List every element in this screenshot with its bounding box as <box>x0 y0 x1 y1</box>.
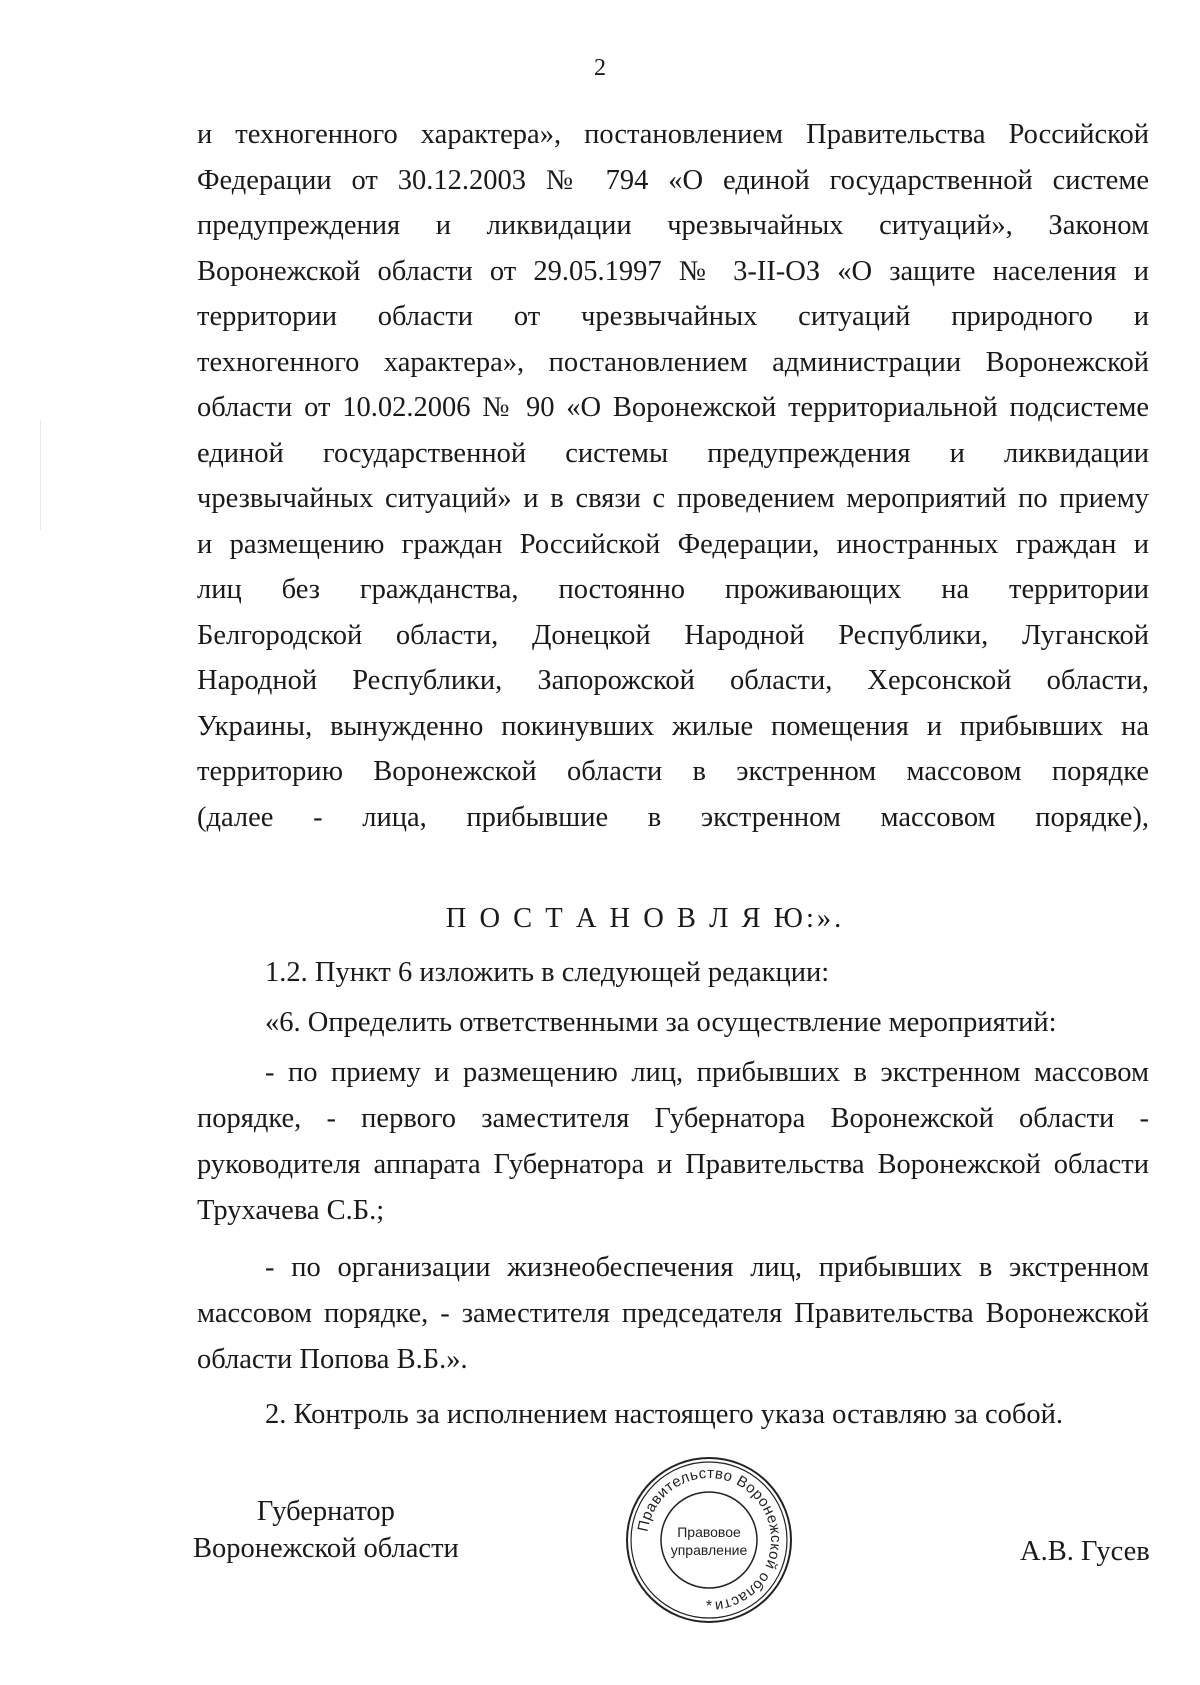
signatory-title <box>193 1493 459 1567</box>
svg-text:управление: управление <box>670 1542 748 1558</box>
text-line: - по приему и размещению лиц, прибывших в экстренном массовом <box>265 1057 1149 1088</box>
text-line: области от 10.02.2006 № 90 «О Воронежской территориальной подсистеме <box>197 392 1149 423</box>
official-seal <box>624 1455 794 1625</box>
svg-text:Правовое: Правовое <box>677 1524 741 1540</box>
decree-word: П О С Т А Н О В Л Я Ю:». <box>445 903 845 934</box>
item-1-2 <box>197 950 1149 996</box>
responsible-bullet-1 <box>197 1050 1149 1234</box>
text-line: Федерации от 30.12.2003 № 794 «О единой государственной системе <box>197 164 1149 196</box>
text-line: и техногенного характера», постановлением Правительства Российской <box>197 119 1149 150</box>
responsible-bullet-2 <box>197 1245 1149 1383</box>
text-line: Воронежской области от 29.05.1997 № 3-II-ОЗ «О защите населения и <box>197 255 1149 287</box>
item-2 <box>197 1392 1149 1438</box>
text-line: 1.2. Пункт 6 изложить в следующей редакции: <box>265 957 830 988</box>
text-line: территорию Воронежской области в экстренном массовом порядке <box>197 756 1149 787</box>
text-line: (далее - лица, прибывшие в экстренном массовом порядке), <box>197 801 1149 833</box>
text-line: порядке, - первого заместителя Губернатора Воронежской области - <box>197 1103 1149 1134</box>
page-number: 2 <box>594 55 606 81</box>
seal-stamp-icon <box>624 1455 794 1625</box>
text-line: - по организации жизнеобеспечения лиц, прибывших в экстренном <box>265 1252 1149 1283</box>
signatory-title-line: Воронежской области <box>193 1533 459 1564</box>
signatory-name: А.В. Гусев <box>1020 1536 1150 1567</box>
svg-text:Правительство Воронежской обла: Правительство Воронежской области <box>634 1464 785 1615</box>
text-line: массовом порядке, - заместителя председателя Правительства Воронежской <box>197 1298 1149 1329</box>
text-line: Трухачева С.Б.; <box>197 1195 385 1226</box>
text-line: Белгородской области, Донецкой Народной Республики, Луганской <box>197 619 1149 651</box>
preamble-paragraph <box>197 112 1149 840</box>
text-line: техногенного характера», постановлением администрации Воронежской <box>197 346 1149 378</box>
signatory-title-line: Губернатор <box>256 1496 395 1527</box>
scan-artifact <box>40 420 41 530</box>
text-line: чрезвычайных ситуаций» и в связи с проведением мероприятий по приему <box>197 483 1149 514</box>
text-line: Народной Республики, Запорожской области, Херсонской области, <box>197 665 1149 696</box>
text-line: «6. Определить ответственными за осуществление мероприятий: <box>265 1007 1057 1038</box>
text-line: и размещению граждан Российской Федерации, иностранных граждан и <box>197 528 1149 560</box>
text-line: Украины, вынужденно покинувших жилые помещения и прибывших на <box>197 710 1149 742</box>
svg-text:*: * <box>705 1598 713 1615</box>
text-line: территории области от чрезвычайных ситуаций природного и <box>197 301 1149 332</box>
text-line: единой государственной системы предупреждения и ликвидации <box>197 437 1149 469</box>
text-line: области Попова В.Б.». <box>197 1344 468 1375</box>
item-6 <box>197 1000 1149 1046</box>
text-line: предупреждения и ликвидации чрезвычайных ситуаций», Законом <box>197 210 1149 241</box>
text-line: лиц без гражданства, постоянно проживающих на территории <box>197 574 1149 605</box>
text-line: 2. Контроль за исполнением настоящего указа оставляю за собой. <box>265 1399 1064 1430</box>
text-line: руководителя аппарата Губернатора и Правительства Воронежской области <box>197 1149 1149 1180</box>
